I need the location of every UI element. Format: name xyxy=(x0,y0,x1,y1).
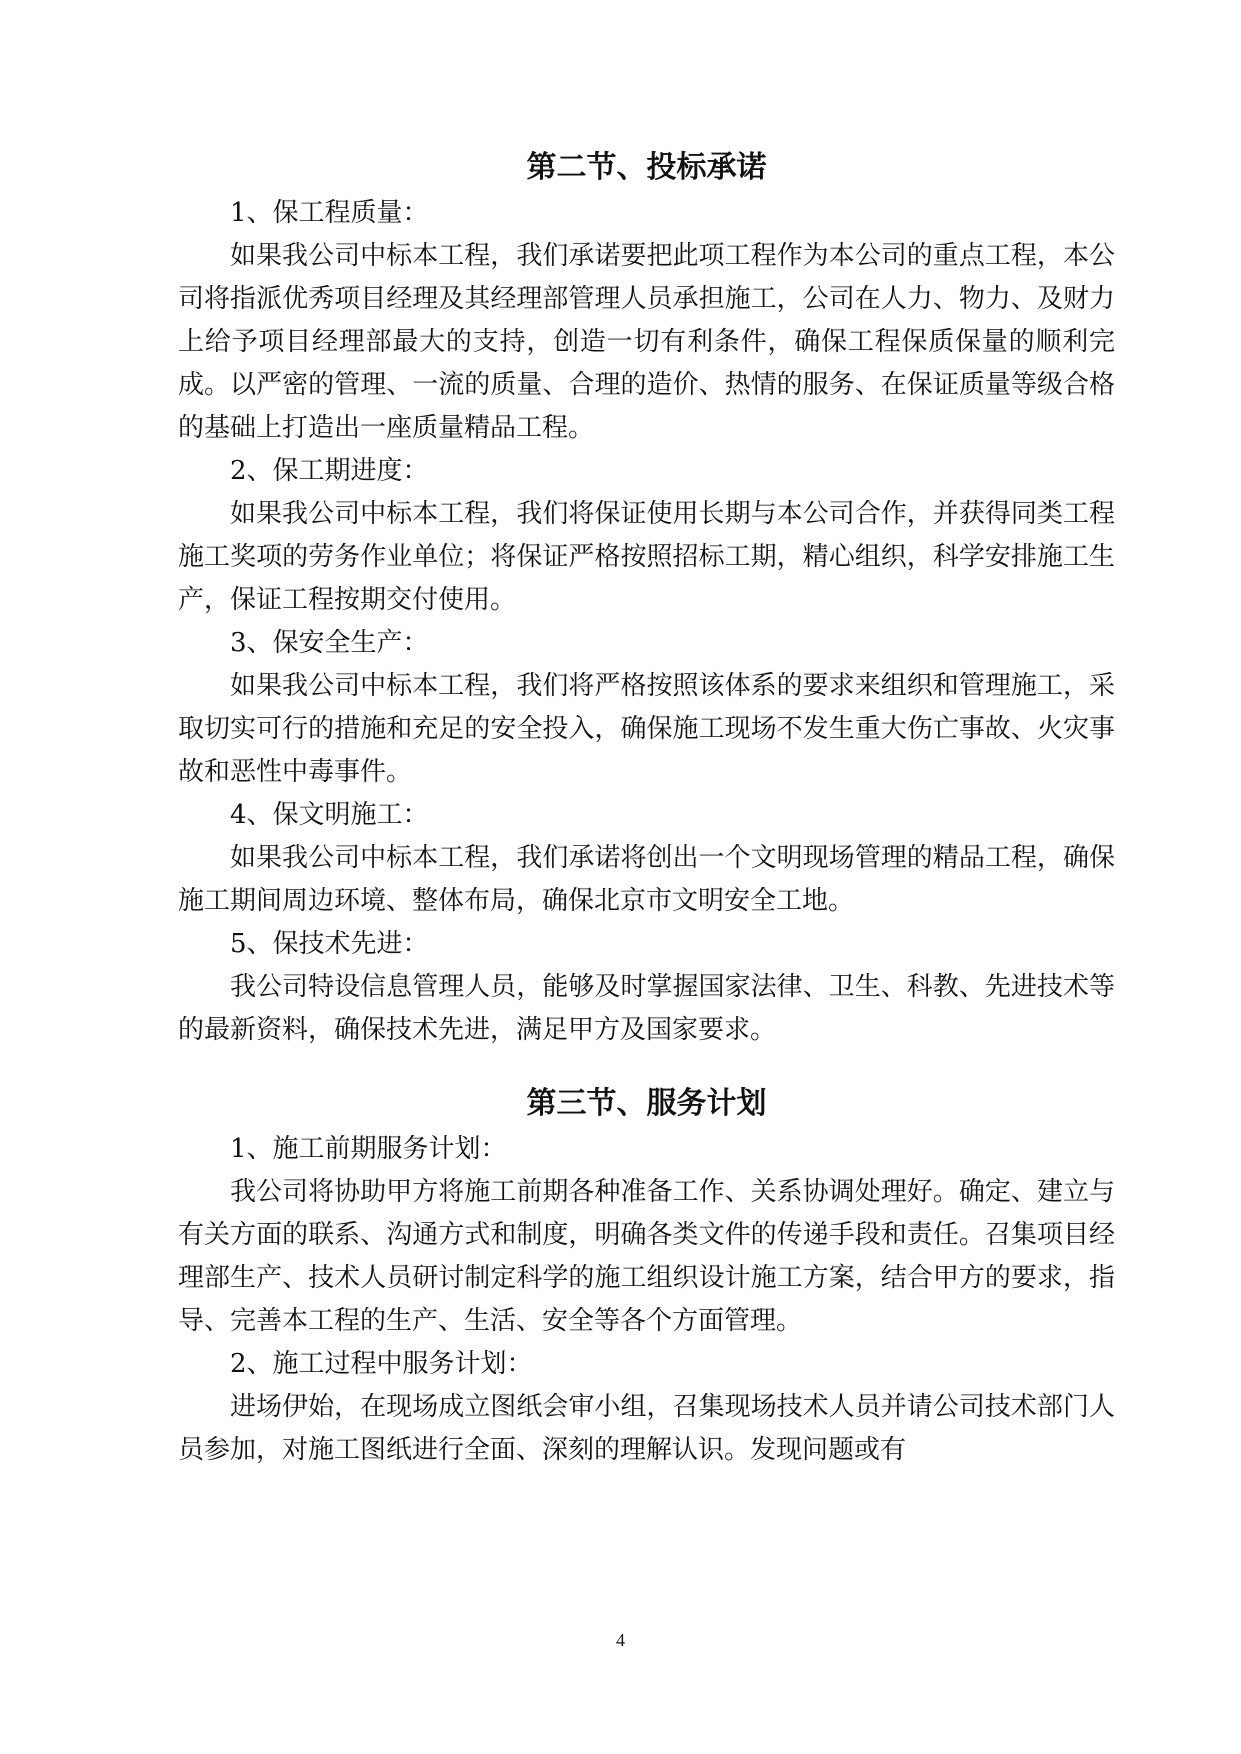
item-title: 2、施工过程中服务计划： xyxy=(230,1349,533,1379)
item-title: 4、保文明施工： xyxy=(230,800,429,830)
section-heading: 第三节、服务计划 xyxy=(526,1086,767,1121)
item-title: 2、保工期进度： xyxy=(230,456,429,486)
item-title: 5、保技术先进： xyxy=(230,929,429,959)
item-title: 1、施工前期服务计划： xyxy=(230,1134,507,1164)
section-service-plan xyxy=(178,1082,1115,1472)
item-paragraph: 进场伊始，在现场成立图纸会审小组，召集现场技术人员并请公司技术部门人员参加，对施工图纸进行全面、深刻的理解认识。发现问题或有 xyxy=(178,1392,1115,1465)
item-title: 1、保工程质量： xyxy=(230,198,429,228)
section-bid-commitment xyxy=(178,146,1115,1052)
item-paragraph: 如果我公司中标本工程，我们承诺将创出一个文明现场管理的精品工程，确保施工期间周边环境、整体布局，确保北京市文明安全工地。 xyxy=(178,843,1115,916)
item-paragraph: 我公司将协助甲方将施工前期各种准备工作、关系协调处理好。确定、建立与有关方面的联系、沟通方式和制度，明确各类文件的传递手段和责任。召集项目经理部生产、技术人员研讨制定科学的施工组织设计施工方案，结合甲方的要求，指导、完善本工程的生产、生活、安全等各个方面管理。 xyxy=(178,1177,1115,1336)
item-paragraph: 如果我公司中标本工程，我们承诺要把此项工程作为本公司的重点工程，本公司将指派优秀项目经理及其经理部管理人员承担施工，公司在人力、物力、及财力上给予项目经理部最大的支持，创造一切有利条件，确保工程保质保量的顺利完成。以严密的管理、一流的质量、合理的造价、热情的服务、在保证质量等级合格的基础上打造出一座质量精品工程。 xyxy=(178,241,1115,443)
item-paragraph: 如果我公司中标本工程，我们将保证使用长期与本公司合作，并获得同类工程施工奖项的劳务作业单位；将保证严格按照招标工期，精心组织，科学安排施工生产，保证工程按期交付使用。 xyxy=(178,499,1115,615)
item-paragraph: 如果我公司中标本工程，我们将严格按照该体系的要求来组织和管理施工，采取切实可行的措施和充足的安全投入，确保施工现场不发生重大伤亡事故、火灾事故和恶性中毒事件。 xyxy=(178,671,1115,787)
section-heading: 第二节、投标承诺 xyxy=(526,150,767,185)
item-title: 3、保安全生产： xyxy=(230,628,429,658)
page-content xyxy=(178,146,1115,1472)
item-paragraph: 我公司特设信息管理人员，能够及时掌握国家法律、卫生、科教、先进技术等的最新资料，确保技术先进，满足甲方及国家要求。 xyxy=(178,972,1115,1045)
page-number: 4 xyxy=(616,1630,625,1650)
